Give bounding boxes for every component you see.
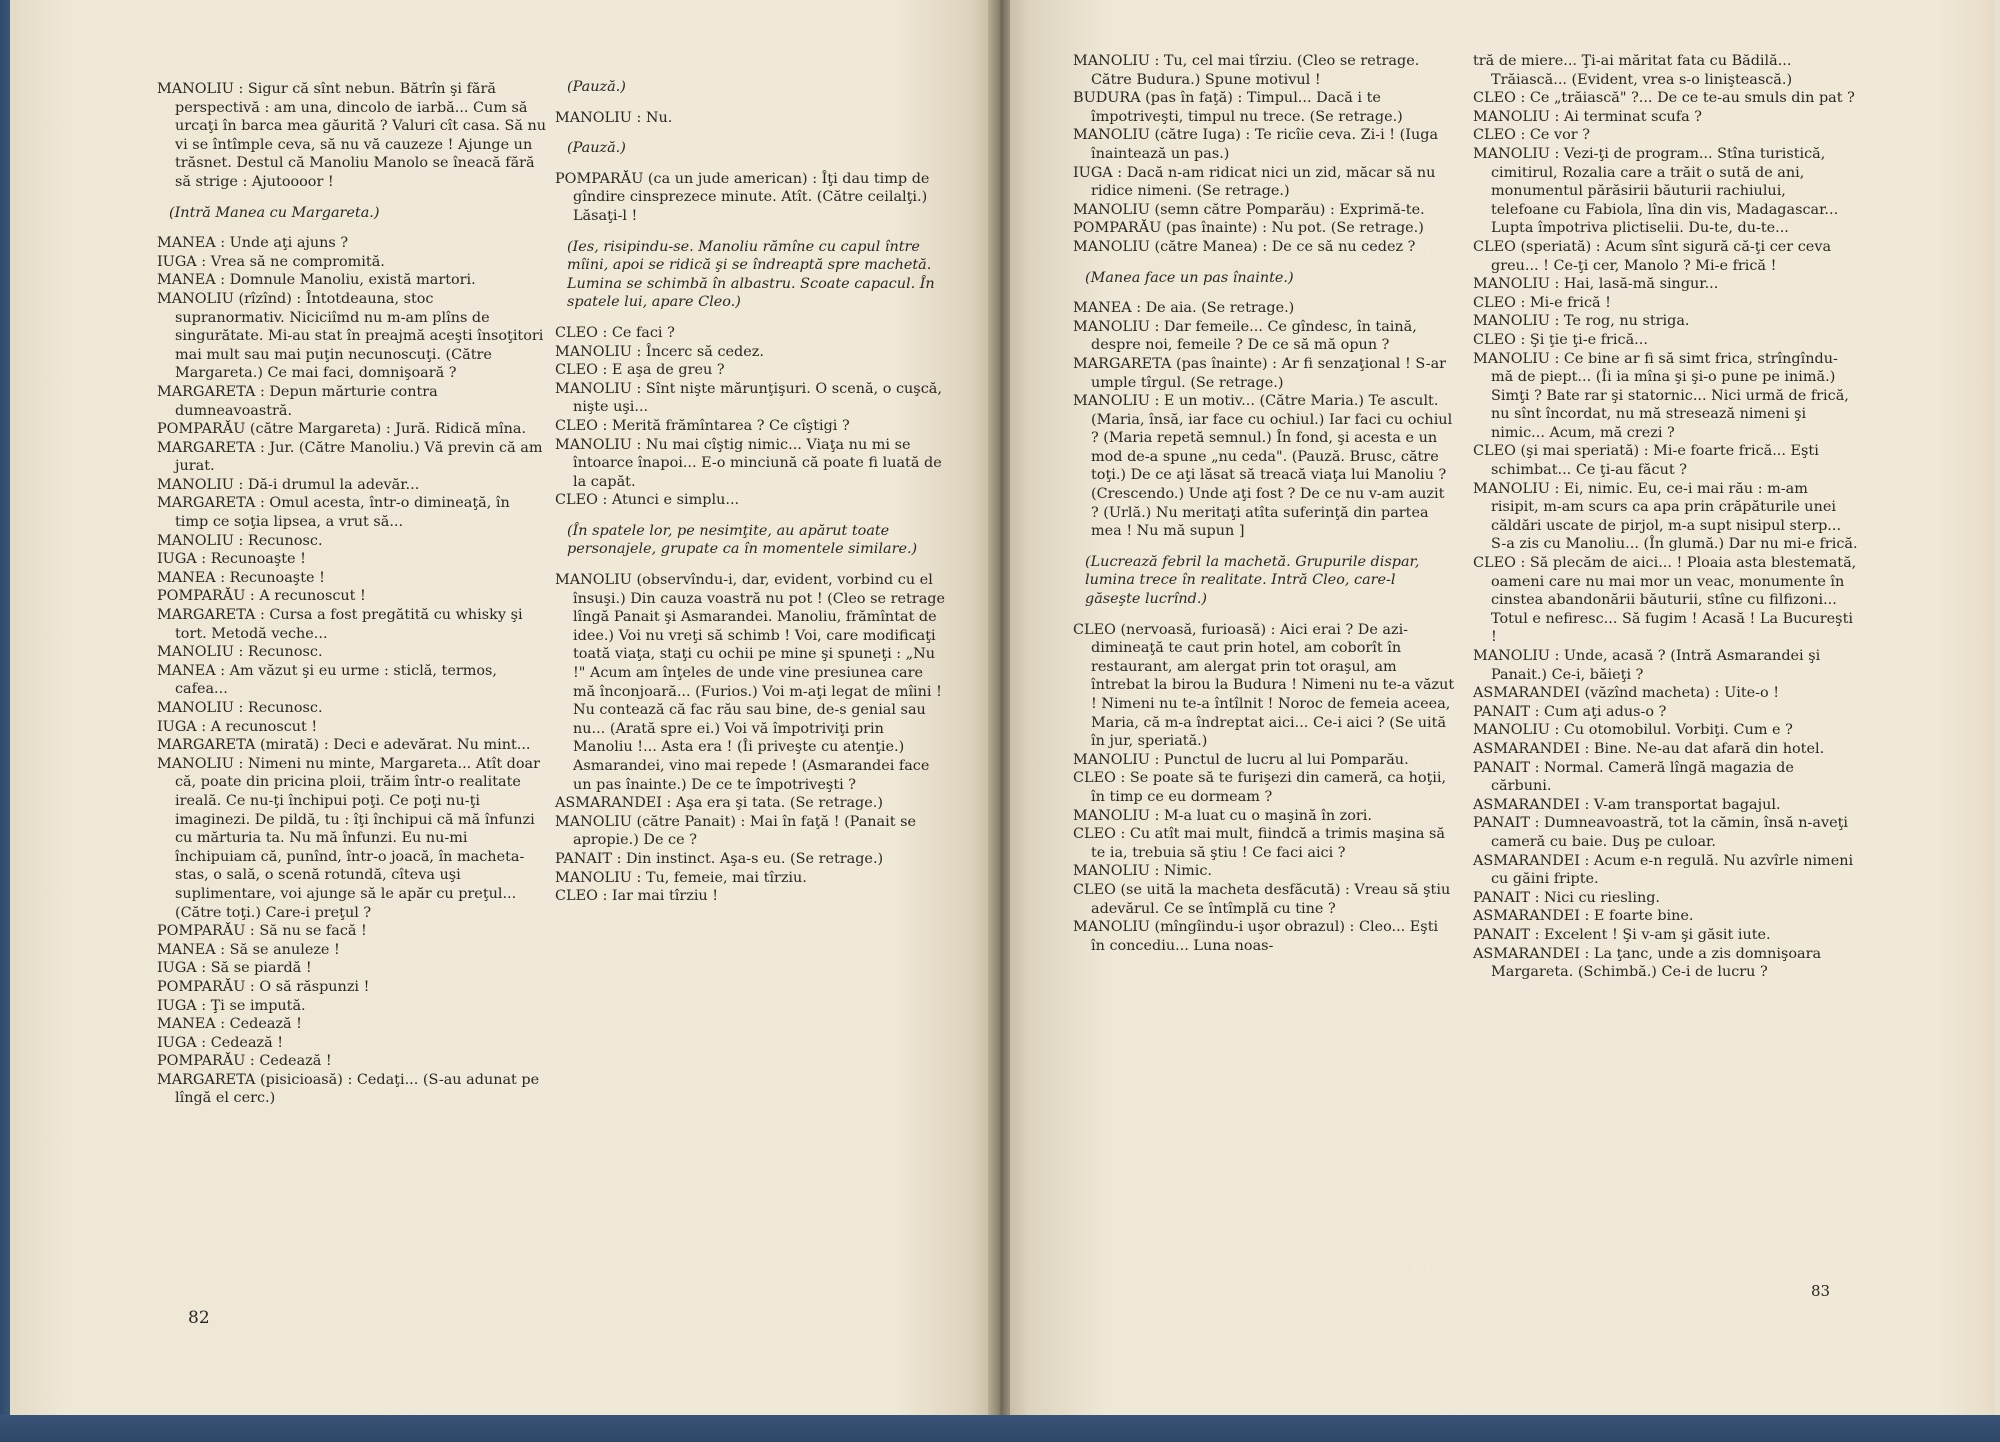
dialogue-line: CLEO : Mi-e frică ! xyxy=(1473,294,1611,311)
stage-direction: (În spatele lor, pe nesimţite, au apărut toate personajele, grupate ca în momentele similare.) xyxy=(567,522,918,558)
dialogue-line: CLEO : Cu atît mai mult, fiindcă a trimis maşina să te ia, trebuia să ştiu ! Ce faci aici ? xyxy=(1073,826,1446,861)
dialogue-line: IUGA : Ţi se impută. xyxy=(157,997,306,1014)
dialogue-line: CLEO : Ce vor ? xyxy=(1473,127,1590,144)
dialogue-line: ASMARANDEI : Bine. Ne-au dat afară din hotel. xyxy=(1473,740,1825,757)
dialogue-line: MANOLIU (către Iuga) : Te ricîie ceva. Zi-i ! (Iuga înaintează un pas.) xyxy=(1073,127,1439,162)
dialogue-line: POMPARĂU : Cedează ! xyxy=(157,1053,332,1070)
dialogue-line: POMPARĂU (către Margareta) : Jură. Ridică mîna. xyxy=(157,421,527,438)
dialogue-line: MANEA : Domnule Manoliu, există martori. xyxy=(157,272,476,289)
dialogue-line: MANEA : Am văzut şi eu urme : sticlă, termos, cafea... xyxy=(157,662,497,698)
dialogue-line: CLEO : Să plecăm de aici... ! Ploaia asta blestemată, oameni care nu mai mor un veac, monumente în cinstea abandonării băuturii, stîne cu filfizoni... Totul e nefiresc... Să fugim ! Acasă ! La Bucureşti ! xyxy=(1473,555,1857,646)
dialogue-line: ASMARANDEI : Aşa era şi tata. (Se retrage.) xyxy=(555,795,883,812)
dialogue-line: MANOLIU (către Manea) : De ce să nu cedez ? xyxy=(1073,238,1416,255)
dialogue-line: POMPARĂU : A recunoscut ! xyxy=(157,588,366,605)
dialogue-line: tră de miere... Ţi-ai măritat fata cu Bădilă... Trăiască... (Evident, vrea s-o liniştească.) xyxy=(1473,53,1793,88)
dialogue-line: MANOLIU : Unde, acasă ? (Intră Asmarandei şi Panait.) Ce-i, băieţi ? xyxy=(1473,648,1821,683)
left-page xyxy=(10,0,990,1442)
dialogue-line: MARGARETA : Omul acesta, într-o dimineaţă, în timp ce soţia lipsea, a vrut să... xyxy=(157,495,510,531)
dialogue-line: MANEA : Cedează ! xyxy=(157,1016,302,1033)
stage-direction: (Pauză.) xyxy=(567,79,626,95)
dialogue-line: MANOLIU (mîngîindu-i uşor obrazul) : Cleo... Eşti în concediu... Luna noas- xyxy=(1073,919,1439,954)
stage-direction: (Manea face un pas înainte.) xyxy=(1085,269,1294,286)
dialogue-line: IUGA : A recunoscut ! xyxy=(157,718,318,735)
page-number-left: 82 xyxy=(188,1308,210,1328)
dialogue-line: MANOLIU : Ei, nimic. Eu, ce-i mai rău : m-am risipit, m-am scurs ca apa prin crăpăturile unei căldări uscate de pirjol, m-a supt nisipul sterp... S-a zis cu Manoliu... (În glumă.) Dar nu mi-e frică. xyxy=(1473,480,1858,553)
dialogue-line: CLEO : Se poate să te furişezi din cameră, ca hoţii, în timp ce eu dormeam ? xyxy=(1073,770,1447,805)
dialogue-line: MANOLIU : Sînt nişte mărunţişuri. O scenă, o cuşcă, nişte uşi... xyxy=(555,380,942,416)
dialogue-line: POMPARĂU : O să răspunzi ! xyxy=(157,978,370,995)
dialogue-line: MARGARETA : Cursa a fost pregătită cu whisky şi tort. Metodă veche... xyxy=(157,607,523,642)
dialogue-line: PANAIT : Dumneavoastră, tot la cămin, însă n-aveţi cameră cu baie. Duş pe culoar. xyxy=(1473,815,1848,850)
dialogue-line: PANAIT : Nici cu riesling. xyxy=(1473,889,1660,906)
dialogue-line: MANOLIU : Hai, lasă-mă singur... xyxy=(1473,276,1719,293)
dialogue-line: MANOLIU : Nimeni nu minte, Margareta... Atît doar că, poate din pricina ploii, trăim într-o realitate ireală. Ce nu-ţi închipui poţi. Ce poţi nu-ţi imaginezi. De pildă, tu : îţi închipui că mă înfunzi cu mărturia ta. Nu mă înfunzi. Eu nu-mi închipuiam că, punînd, într-o joacă, în macheta-stas, o sală, o scenă rotundă, cîteva uşi suplimentare, voi ajunge să le apăr cu preţul... (Către toţi.) Care-i preţul ? xyxy=(157,755,541,921)
dialogue-line: ASMARANDEI : E foarte bine. xyxy=(1473,908,1694,925)
dialogue-line: MANOLIU : Tu, cel mai tîrziu. (Cleo se retrage. Către Budura.) Spune motivul ! xyxy=(1073,53,1420,88)
page-number-right: 83 xyxy=(1811,1282,1831,1300)
dialogue-line: CLEO : Merită frămîntarea ? Ce cîştigi ? xyxy=(555,417,850,434)
dialogue-line: MANOLIU : Recunosc. xyxy=(157,700,323,716)
dialogue-line: MARGARETA : Jur. (Către Manoliu.) Vă previn că am jurat. xyxy=(157,439,543,475)
dialogue-line: PANAIT : Din instinct. Aşa-s eu. (Se retrage.) xyxy=(555,850,884,867)
dialogue-line: IUGA : Vrea să ne compromită. xyxy=(157,253,385,270)
dialogue-line: MANOLIU : Ai terminat scufa ? xyxy=(1473,108,1702,125)
dialogue-line: MANOLIU : Recunosc. xyxy=(157,644,323,661)
dialogue-line: MANOLIU : Dar femeile... Ce gîndesc, în taină, despre noi, femeile ? De ce să mă opun ? xyxy=(1073,318,1417,354)
dialogue-line: CLEO : Şi ţie ţi-e frică... xyxy=(1473,331,1648,348)
dialogue-line: MARGARETA : Depun mărturie contra dumneavoastră. xyxy=(157,383,438,419)
dialogue-line: ASMARANDEI : La ţanc, unde a zis domnişoara Margareta. (Schimbă.) Ce-i de lucru ? xyxy=(1473,945,1822,981)
dialogue-line: MANOLIU : Dă-i drumul la adevăr... xyxy=(157,476,420,493)
dialogue-line: MANOLIU (către Panait) : Mai în faţă ! (Panait se apropie.) De ce ? xyxy=(555,813,917,849)
right-page-column-2 xyxy=(1473,52,1858,982)
dialogue-line: ASMARANDEI : V-am transportat bagajul. xyxy=(1473,796,1781,813)
dialogue-line: MANOLIU : E un motiv... (Către Maria.) Te ascult. (Maria, însă, iar face cu ochiul.) Iar faci cu ochiul ? (Maria repetă semnul.) În fond, şi acesta e un mod de-a spune „nu ceda". (Pauză. Brusc, către toţi.) De ce aţi lăsat să treacă viaţa lui Manoliu ? (Crescendo.) Unde aţi fost ? De ce nu v-am auzit ? (Urlă.) Nu meritaţi atîta suferinţă din partea mea ! Nu mă supun ] xyxy=(1073,393,1453,540)
dialogue-line: MANOLIU : Nu. xyxy=(555,109,673,126)
right-page xyxy=(1010,0,1995,1442)
dialogue-line: MANOLIU : Încerc să cedez. xyxy=(555,343,764,360)
dialogue-line: CLEO : Ce „trăiască" ?... De ce te-au smuls din pat ? xyxy=(1473,90,1855,107)
dialogue-line: MANOLIU : Nimic. xyxy=(1073,863,1212,880)
stage-direction: (Pauză.) xyxy=(567,140,626,157)
dialogue-line: POMPARĂU : Să nu se facă ! xyxy=(157,923,367,940)
dialogue-line: MANOLIU : M-a luat cu o maşină în zori. xyxy=(1073,807,1372,824)
dialogue-line: MANEA : De aia. (Se retrage.) xyxy=(1073,300,1295,317)
right-page-column-1 xyxy=(1073,52,1455,955)
dialogue-line: CLEO (nervoasă, furioasă) : Aici erai ? De azi-dimineaţă te caut prin hotel, am coborît în restaurant, am alergat prin tot oraşul, am întrebat la birou la Budura ! Nimeni nu te-a văzut ! Nimeni nu te-a întîlnit ! Noroc de femeia aceea, Maria, că m-a îndreptat aici... Ce-i aici ? (Se uită în jur, speriată.) xyxy=(1073,621,1455,750)
dialogue-line: CLEO : Atunci e simplu... xyxy=(555,492,740,509)
dialogue-line: PANAIT : Normal. Cameră lîngă magazia de cărbuni. xyxy=(1473,759,1794,795)
dialogue-line: POMPARĂU (pas înainte) : Nu pot. (Se retrage.) xyxy=(1073,220,1424,237)
dialogue-line: MANOLIU (observîndu-i, dar, evident, vorbind cu el însuşi.) Din cauza voastră nu pot ! (Cleo se retrage lîngă Panait şi Asmarandei. Manoliu, frămîntat de idee.) Voi nu vreţi să schimb ! Voi, care modificaţi toată viaţa, staţi cu ochii pe mine şi spuneţi : „Nu !" Acum am înţeles de unde vine presiunea care mă înconjoară... (Furios.) Voi m-aţi legat de mîini ! Nu contează că fac rău sau bine, de-s genial sau nu... (Arată spre ei.) Voi vă împotriviţi prin Manoliu !... Asta era ! (Îi priveşte cu atenţie.) Asmarandei, vino mai repede ! (Asmarandei face un pas înainte.) De ce te împotriveşti ? xyxy=(555,572,945,793)
dialogue-line: MANOLIU : Tu, femeie, mai tîrziu. xyxy=(555,869,807,886)
dialogue-line: POMPARĂU (ca un jude american) : Îţi dau timp de gîndire cinsprezece minute. Atît. (Către ceilalţi.) Lăsaţi-l ! xyxy=(555,170,930,224)
book-gutter xyxy=(988,0,1012,1442)
dialogue-line: MANOLIU (rîzînd) : Întotdeauna, stoc supranormativ. Niciciîmd nu m-am plîns de singurătate. Mi-au stat în preajmă aceşti însoţitori mai mult sau mai puţin necunoscuţi. (Către Margareta.) Ce mai faci, domnişoară ? xyxy=(157,290,544,382)
dialogue-line: CLEO : Iar mai tîrziu ! xyxy=(555,888,719,905)
book-cover-edge xyxy=(0,1415,2000,1442)
dialogue-line: PANAIT : Excelent ! Şi v-am şi găsit iute. xyxy=(1473,926,1771,943)
dialogue-line: ASMARANDEI (văzînd macheta) : Uite-o ! xyxy=(1473,685,1780,702)
dialogue-line: MANEA : Să se anuleze ! xyxy=(157,941,340,958)
dialogue-line: MARGARETA (pas înainte) : Ar fi senzaţional ! S-ar umple tîrgul. (Se retrage.) xyxy=(1073,355,1447,391)
dialogue-line: IUGA : Cedează ! xyxy=(157,1034,284,1051)
stage-direction: (Ies, risipindu-se. Manoliu rămîne cu capul între mîini, apoi se ridică şi se îndreaptă spre machetă. Lumina se schimbă în albastru. Scoate capacul. În spatele lui, apare Cleo.) xyxy=(567,238,935,311)
left-page-column-1 xyxy=(157,80,547,1108)
dialogue-line: MANEA : Unde aţi ajuns ? xyxy=(157,235,349,252)
dialogue-line: MANEA : Recunoaşte ! xyxy=(157,569,325,586)
dialogue-line: MANOLIU : Nu mai cîştig nimic... Viaţa nu mi se întoarce înapoi... E-o minciună că poate fi luată de la capăt. xyxy=(555,436,942,490)
stage-direction: (Intră Manea cu Margareta.) xyxy=(169,204,380,221)
dialogue-line: MANOLIU (semn către Pomparău) : Exprimă-te. xyxy=(1073,201,1425,218)
dialogue-line: PANAIT : Cum aţi adus-o ? xyxy=(1473,703,1667,720)
dialogue-line: MARGARETA (pisicioasă) : Cedaţi... (S-au adunat pe lîngă el cerc.) xyxy=(157,1071,540,1107)
dialogue-line: CLEO : E aşa de greu ? xyxy=(555,362,725,379)
stage-direction: (Lucrează febril la machetă. Grupurile dispar, lumina trece în realitate. Intră Cleo, care-l găseşte lucrînd.) xyxy=(1085,553,1420,608)
dialogue-line: MANOLIU : Punctul de lucru al lui Pomparău. xyxy=(1073,751,1409,768)
left-page-column-2 xyxy=(555,66,945,906)
dialogue-line: MANOLIU : Vezi-ţi de program... Stîna turistică, cimitirul, Rozalia care a trăit o sută de ani, monumentul părăsirii băuturii rachiului, telefoane cu Fabiola, lîna din vis, Madagascar... Lupta împotriva plictiselii. Du-te, du-te... xyxy=(1473,145,1839,237)
dialogue-line: MANOLIU : Sigur că sînt nebun. Bătrîn şi fără perspectivă : am una, dincolo de iarbă... Cum să urcaţi în barca mea găurită ? Valuri cît casa. Să nu vi se întîmple ceva, să nu vă cauzeze ! Ajunge un trăsnet. Destul că Manoliu Manolo se îneacă fără să strige : Ajutoooor ! xyxy=(157,81,547,190)
dialogue-line: MARGARETA (mirată) : Deci e adevărat. Nu mint... xyxy=(157,737,531,754)
dialogue-line: CLEO : Ce faci ? xyxy=(555,324,675,341)
dialogue-line: MANOLIU : Ce bine ar fi să simt frica, strîngîndu-mă de piept... (Îi ia mîna şi şi-o pune pe inimă.) Simţi ? Bate rar şi statornic... Nici urmă de frică, nu sînt încordat, nu mă stresează nimeni şi nimic... Acum, mă crezi ? xyxy=(1473,350,1849,441)
dialogue-line: IUGA : Să se piardă ! xyxy=(157,960,312,977)
dialogue-line: IUGA : Recunoaşte ! xyxy=(157,551,306,568)
dialogue-line: IUGA : Dacă n-am ridicat nici un zid, măcar să nu ridice nimeni. (Se retrage.) xyxy=(1073,164,1436,200)
dialogue-line: CLEO (speriată) : Acum sînt sigură că-ţi cer ceva greu... ! Ce-ţi cer, Manolo ? Mi-e frică ! xyxy=(1473,238,1832,274)
dialogue-line: CLEO (şi mai speriată) : Mi-e foarte frică... Eşti schimbat... Ce ţi-au făcut ? xyxy=(1473,443,1819,479)
dialogue-line: ASMARANDEI : Acum e-n regulă. Nu azvîrle nimeni cu găini fripte. xyxy=(1473,852,1854,888)
dialogue-line: MANOLIU : Cu otomobilul. Vorbiţi. Cum e ? xyxy=(1473,722,1793,739)
dialogue-line: MANOLIU : Te rog, nu striga. xyxy=(1473,313,1690,330)
dialogue-line: CLEO (se uită la macheta desfăcută) : Vreau să ştiu adevărul. Ce se întîmplă cu tine ? xyxy=(1073,881,1451,917)
dialogue-line: MANOLIU : Recunosc. xyxy=(157,532,323,549)
dialogue-line: BUDURA (pas în faţă) : Timpul... Dacă i te împotriveşti, timpul nu trece. (Se retrage.) xyxy=(1073,90,1403,125)
